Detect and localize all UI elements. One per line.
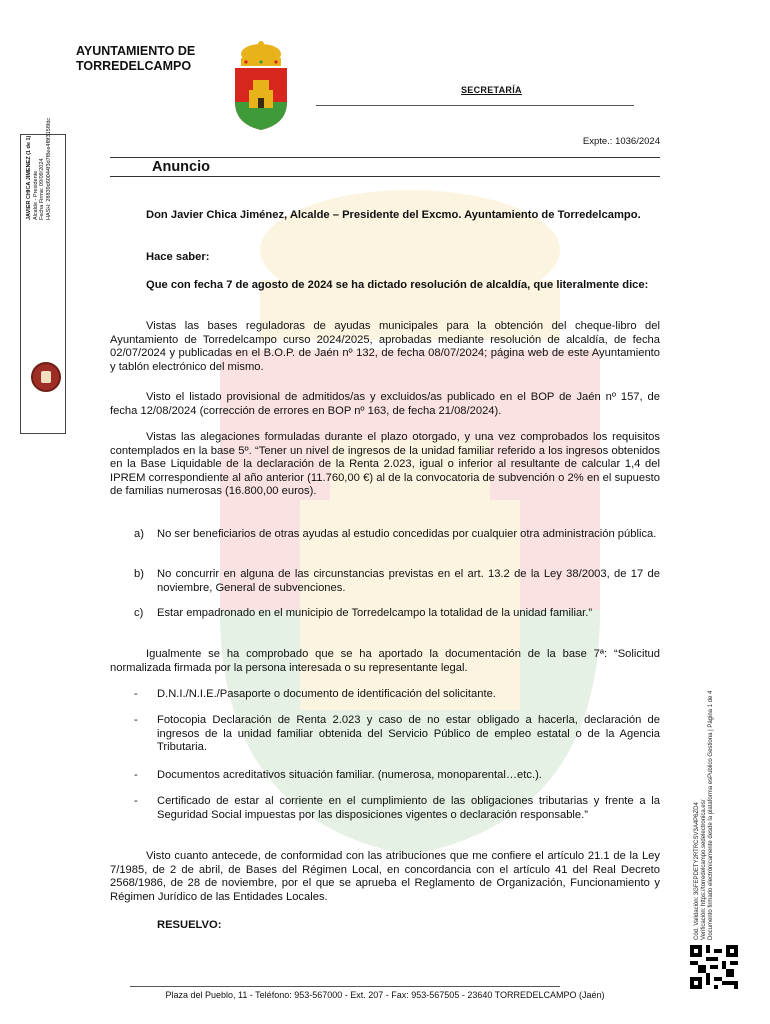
organization-line-1: AYUNTAMIENTO DE [76, 44, 196, 58]
department-label: SECRETARÍA [461, 85, 522, 95]
organization-line-2: TORREDELCAMPO [76, 59, 192, 73]
title-rule-bottom [110, 176, 660, 177]
signature-details [26, 20, 52, 220]
footer-divider [130, 986, 560, 987]
hace-saber-heading: Hace saber: [146, 251, 210, 263]
document-marker: - [134, 714, 138, 726]
paragraph-documentation: Igualmente se ha comprobado que se ha aportado la documentación de la base 7ª: “Solicitud normalizada firmada por la persona interesada o su representante legal. [110, 648, 660, 674]
requirement-marker: b) [134, 568, 144, 580]
validation-code: Cód. Validación: 3GFEPDETY2RTRCSV3A4P6ZD4 [694, 802, 700, 940]
document-item: Certificado de estar al corriente en el cumplimiento de las obligaciones tributarias y frente a la Seguridad Social impuestas por las disposiciones vigentes o declaración responsable.” [157, 795, 660, 821]
requirement-marker: c) [134, 607, 144, 619]
file-number: Expte.: 1036/2024 [582, 136, 660, 147]
verification-details [694, 660, 715, 940]
qr-code-icon[interactable] [690, 945, 738, 989]
document-title: Anuncio [152, 159, 210, 175]
paragraph-bases: Vistas las bases reguladoras de ayudas municipales para la obtención del cheque-libro del Ayuntamiento de Torredelcampo curso 2024/2025, aprobadas mediante resolución de alcaldía, de fecha 02/07/2024 y publicadas en el B.O.P. de Jaén nº 132, de fecha 08/07/2024; página web de este Ayuntamiento y tablón electrónico del mismo. [110, 320, 660, 373]
signer-name: JAVIER CHICA JIMENEZ (1 de 1) [26, 135, 32, 220]
signature-date: Fecha Firma: 09/09/2024 [39, 158, 45, 220]
signature-platform-note: Documento firmado electrónicamente desde la plataforma esPublico Gestiona | Página 1 de 4 [708, 690, 714, 940]
paragraph-legal-basis: Visto cuanto antecede, de conformidad con las atribuciones que me confiere el artículo 21.1 de la Ley 7/1985, de 2 de abril, de Bases del Régimen Local, en concordancia con el artículo 41 del Real Decreto 2568/1986, de 28 de noviembre, por el que se aprueba el Reglamento de Organización, Funcionamiento y Régimen Jurídico de las Entidades Locales. [110, 850, 660, 903]
document-item: Documentos acreditativos situación familiar. (numerosa, monoparental…etc.). [157, 769, 542, 781]
document-item: D.N.I./N.I.E./Pasaporte o documento de identificación del solicitante. [157, 688, 496, 700]
title-rule-top [110, 157, 660, 158]
signature-hash: HASH: 28839d60044f3d7f8ee4f8f3158fdc [45, 117, 52, 220]
footer-address: Plaza del Pueblo, 11 - Teléfono: 953-567000 - Ext. 207 - Fax: 953-567505 - 23640 TORREDELCAMPO (Jaén) [165, 990, 605, 1000]
header-divider [316, 105, 634, 106]
coat-of-arms-logo [232, 40, 290, 132]
signer-role: Alcalde - Presidente [32, 170, 39, 220]
document-marker: - [134, 688, 138, 700]
requirement-item: Estar empadronado en el municipio de Torredelcampo la totalidad de la unidad familiar.” [157, 607, 593, 619]
requirement-item: No concurrir en alguna de las circunstancias previstas en el art. 13.2 de la Ley 38/2003, de 17 de noviembre, General de subvenciones. [157, 568, 660, 594]
document-item: Fotocopia Declaración de Renta 2.023 y caso de no estar obligado a hacerla, declaración de ingresos de la unidad familiar obtenida del Servicio Público de empleo estatal o de la Agencia Tributaria. [157, 714, 660, 754]
organization-name [76, 44, 195, 74]
resuelvo-heading: RESUELVO: [157, 919, 222, 931]
requirement-item: No ser beneficiarios de otras ayudas al estudio concedidas por cualquier otra administración pública. [157, 528, 657, 540]
paragraph-allegations: Vistas las alegaciones formuladas durante el plazo otorgado, y una vez comprobados los requisitos contemplados en la base 5º. “Tener un nivel de ingresos de la unidad familiar referido a los ingresos obtenidos en la Base Liquidable de la declaración de la Renta 2.023, igual o inferior al resultante de calcular 1,4 del IPREM correspondiente al año anterior (11.760,00 €) al de la convocatoria de subvención o 2% en el supuesto de familias numerosas (16.800,00 euros). [110, 431, 660, 498]
requirement-marker: a) [134, 528, 144, 540]
verification-url: Verificación: https://torredelcampo.sedelectronica.es/ [701, 799, 707, 940]
seal-icon [31, 362, 61, 392]
document-marker: - [134, 769, 138, 781]
resolution-intro: Que con fecha 7 de agosto de 2024 se ha dictado resolución de alcaldía, que literalmente dice: [146, 279, 649, 291]
document-marker: - [134, 795, 138, 807]
announcement-intro: Don Javier Chica Jiménez, Alcalde – Presidente del Excmo. Ayuntamiento de Torredelcampo. [146, 209, 641, 221]
paragraph-provisional-list: Visto el listado provisional de admitidos/as y excluidos/as publicado en el BOP de Jaén nº 157, de fecha 12/08/2024 (corrección de errores en BOP nº 163, de fecha 21/08/2024). [110, 391, 660, 417]
